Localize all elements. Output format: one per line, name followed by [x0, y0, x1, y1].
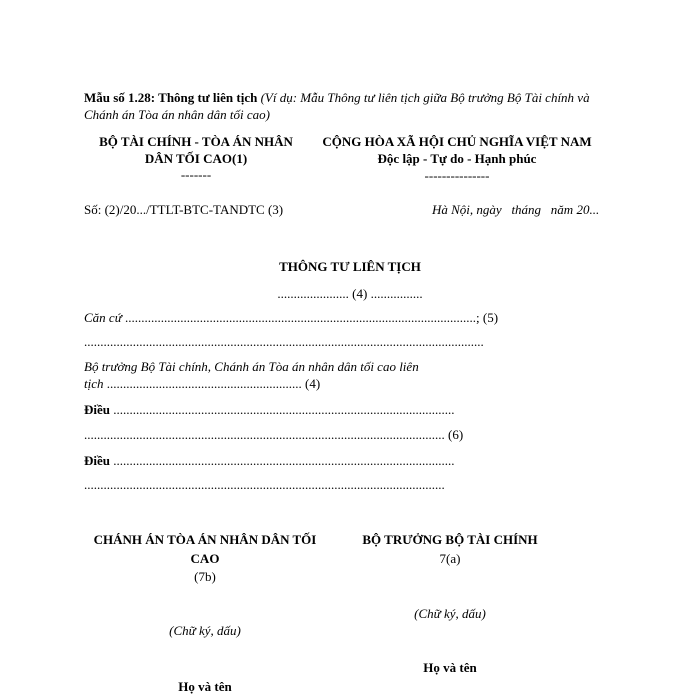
agency-name-line1: BỘ TÀI CHÍNH - TÒA ÁN NHÂN: [99, 134, 293, 149]
agency-separator: -------: [180, 167, 212, 182]
left-signer-note: (7b): [194, 569, 216, 584]
article2-line: [84, 453, 455, 469]
article1-continuation: ............................................................................................................... (6): [84, 427, 464, 442]
form-header: [84, 90, 590, 106]
left-signer-name: Họ và tên: [178, 679, 232, 694]
article2-label: Điều: [84, 453, 110, 468]
place-date: Hà Nội, ngày tháng năm 20...: [432, 202, 600, 217]
left-signer-title-line2: CAO: [190, 551, 220, 566]
basis-label: Căn cứ: [84, 310, 122, 325]
article2-dots: .........................................................................................................: [110, 453, 455, 468]
form-note: (Ví dụ: Mẫu Thông tư liên tịch giữa Bộ trưởng Bộ Tài chính và: [260, 90, 590, 105]
ministers-line1: Bộ trưởng Bộ Tài chính, Chánh án Tòa án nhân dân tối cao liên: [84, 359, 419, 374]
basis-dots: ............................................................................................................; (5): [121, 310, 499, 325]
document-subtitle: ...................... (4) ................: [277, 286, 423, 301]
right-signer-title: BỘ TRƯỞNG BỘ TÀI CHÍNH: [362, 532, 538, 547]
right-signer-name: Họ và tên: [423, 660, 477, 675]
ministers-line2-label: tịch: [84, 376, 104, 391]
ministers-line2: [84, 376, 320, 392]
article1-dots: .........................................................................................................: [110, 402, 455, 417]
national-motto: Độc lập - Tự do - Hạnh phúc: [377, 151, 537, 166]
left-signature-placeholder: (Chữ ký, dấu): [169, 623, 241, 638]
form-label: Mẫu số 1.28: Thông tư liên tịch: [84, 90, 258, 105]
basis-line: [84, 310, 498, 326]
motto-separator: ---------------: [424, 168, 490, 183]
basis-continuation: ...........................................................................................................................: [84, 334, 484, 349]
article1-line: [84, 402, 455, 418]
document-title: THÔNG TƯ LIÊN TỊCH: [279, 259, 421, 274]
form-note-continued: Chánh án Tòa án nhân dân tối cao): [84, 107, 270, 122]
nation-title: CỘNG HÒA XÃ HỘI CHỦ NGHĨA VIỆT NAM: [322, 134, 592, 149]
agency-name-line2: DÂN TỐI CAO(1): [144, 151, 248, 166]
ministers-line2-dots: ............................................................ (4): [103, 376, 321, 391]
article2-continuation: ...............................................................................................................: [84, 477, 445, 492]
right-signer-note: 7(a): [439, 551, 461, 566]
article1-label: Điều: [84, 402, 110, 417]
left-signer-title-line1: CHÁNH ÁN TÒA ÁN NHÂN DÂN TỐI: [93, 532, 317, 547]
document-number: Số: (2)/20.../TTLT-BTC-TANDTC (3): [84, 202, 284, 217]
right-signature-placeholder: (Chữ ký, dấu): [414, 606, 486, 621]
